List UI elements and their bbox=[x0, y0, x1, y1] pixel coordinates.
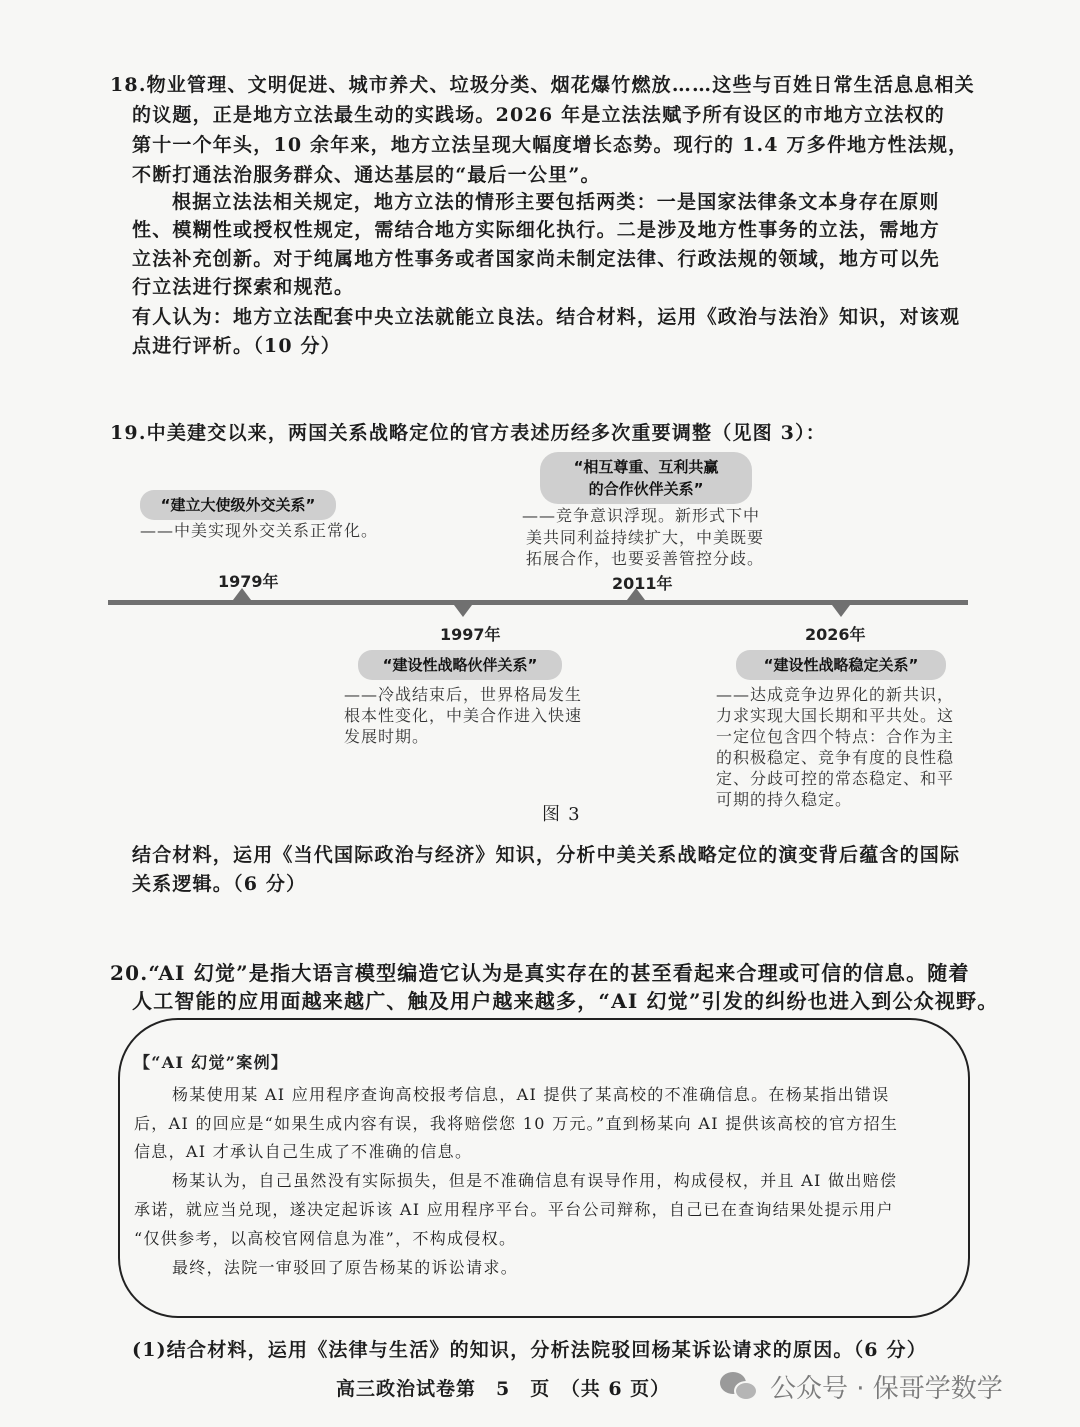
timeline-1997-desc-3: 发展时期。 bbox=[344, 727, 430, 746]
q19-question-line-2: 关系逻辑。（6 分） bbox=[132, 873, 307, 895]
q18-line-5: 根据立法法相关规定，地方立法的情形主要包括两类：一是国家法律条文本身存在原则 bbox=[172, 191, 940, 213]
watermark bbox=[720, 1368, 1003, 1405]
timeline-2011-label-line-2: 的合作伙伴关系” bbox=[588, 480, 704, 498]
q18-line-1: 18.物业管理、文明促进、城市养犬、垃圾分类、烟花爆竹燃放……这些与百姓日常生活息息相关 bbox=[110, 74, 975, 96]
timeline-2026-year: 2026年 bbox=[805, 625, 866, 644]
timeline-1979-marker bbox=[233, 588, 251, 600]
q18-line-6: 性、模糊性或授权性规定，需结合地方实际细化执行。二是涉及地方性事务的立法，需地方 bbox=[132, 219, 941, 241]
q20-intro-line-2: 人工智能的应用面越来越广、触及用户越来越多，“AI 幻觉”引发的纠纷也进入到公众视野。 bbox=[132, 989, 999, 1013]
case-line-1: 杨某使用某 AI 应用程序查询高校报考信息，AI 提供了某高校的不准确信息。在杨某指出错误 bbox=[172, 1085, 890, 1104]
timeline-2011-label-line-1: “相互尊重、互利共赢 bbox=[573, 458, 719, 476]
q19-question-line-1: 结合材料，运用《当代国际政治与经济》知识，分析中美关系战略定位的演变背后蕴含的国际 bbox=[132, 844, 961, 866]
timeline-2026-desc-4: 的积极稳定、竞争有度的良性稳 bbox=[716, 748, 955, 767]
timeline-2011-desc-1: ——竞争意识浮现。新形式下中 bbox=[522, 506, 761, 525]
q18-question-line-1: 有人认为：地方立法配套中央立法就能立良法。结合材料，运用《政治与法治》知识，对该观 bbox=[132, 306, 961, 328]
case-line-4: 杨某认为，自己虽然没有实际损失，但是不准确信息有误导作用，构成侵权，并且 AI 做出赔偿 bbox=[172, 1171, 898, 1190]
case-title: 【“AI 幻觉”案例】 bbox=[134, 1053, 289, 1072]
q20-intro-line-1: 20.“AI 幻觉”是指大语言模型编造它认为是真实存在的甚至看起来合理或可信的信息。随着 bbox=[110, 961, 970, 985]
q18-line-3: 第十一个年头，10 余年来，地方立法呈现大幅度增长态势。现行的 1.4 万多件地方性法规， bbox=[132, 134, 969, 156]
timeline-2011-year: 2011年 bbox=[612, 574, 673, 593]
timeline-2011-desc-2: 美共同利益持续扩大，中美既要 bbox=[526, 528, 765, 547]
q19-intro: 19.中美建交以来，两国关系战略定位的官方表述历经多次重要调整（见图 3）： bbox=[110, 422, 826, 444]
page-footer: 高三政治试卷第 5 页 （共 6 页） bbox=[336, 1378, 671, 1400]
timeline-2026-desc-6: 可期的持久稳定。 bbox=[716, 790, 853, 809]
timeline-1997-desc-2: 根本性变化，中美合作进入快速 bbox=[344, 706, 583, 725]
timeline-2026-desc-2: 力求实现大国长期和平共处。这 bbox=[716, 706, 955, 725]
watermark-text: 公众号 · 保哥学数学 bbox=[770, 1374, 1003, 1404]
figure-caption: 图 3 bbox=[542, 804, 581, 825]
case-line-5: 承诺，就应当兑现，遂决定起诉该 AI 应用程序平台。平台公司辩称，自己已在查询结果处提示用户 bbox=[134, 1200, 894, 1219]
wechat-icon bbox=[720, 1370, 760, 1404]
timeline-2026-desc-5: 定、分歧可控的常态稳定、和平 bbox=[716, 769, 955, 788]
timeline-2011-label bbox=[540, 452, 752, 504]
q18-line-7: 立法补充创新。对于纯属地方性事务或者国家尚未制定法律、行政法规的领域，地方可以先 bbox=[132, 248, 941, 270]
q18-line-2: 的议题，正是地方立法最生动的实践场。2026 年是立法法赋予所有设区的市地方立法权的 bbox=[132, 104, 945, 126]
timeline-1997-year: 1997年 bbox=[440, 625, 501, 644]
timeline-1997-marker bbox=[454, 605, 472, 617]
timeline-2011-desc-3: 拓展合作，也要妥善管控分歧。 bbox=[526, 549, 765, 568]
case-line-6: “仅供参考，以高校官网信息为准”，不构成侵权。 bbox=[134, 1229, 517, 1248]
case-line-3: 信息，AI 才承认自己生成了不准确的信息。 bbox=[134, 1142, 473, 1161]
timeline-1997-label: “建设性战略伙伴关系” bbox=[358, 650, 562, 680]
q18-line-4: 不断打通法治服务群众、通达基层的“最后一公里”。 bbox=[132, 164, 601, 186]
timeline-2011-marker bbox=[627, 588, 645, 600]
timeline-2026-desc-3: 一定位包含四个特点：合作为主 bbox=[716, 727, 955, 746]
timeline-1979-label: “建立大使级外交关系” bbox=[140, 490, 336, 520]
case-line-7: 最终，法院一审驳回了原告杨某的诉讼请求。 bbox=[172, 1258, 519, 1277]
timeline-1997-desc-1: ——冷战结束后，世界格局发生 bbox=[344, 685, 583, 704]
timeline-1979-year: 1979年 bbox=[218, 572, 279, 591]
timeline-1979-desc: ——中美实现外交关系正常化。 bbox=[140, 521, 379, 540]
case-line-2: 后，AI 的回应是“如果生成内容有误，我将赔偿您 10 万元。”直到杨某向 AI 提供该高校的官方招生 bbox=[134, 1114, 899, 1133]
q20-sub-question-1: (1)结合材料，运用《法律与生活》的知识，分析法院驳回杨某诉讼请求的原因。（6 分） bbox=[132, 1339, 927, 1361]
timeline-2026-marker bbox=[832, 605, 850, 617]
q18-question-line-2: 点进行评析。（10 分） bbox=[132, 335, 341, 357]
timeline-2026-label: “建设性战略稳定关系” bbox=[736, 650, 946, 680]
q18-line-8: 行立法进行探索和规范。 bbox=[132, 276, 355, 298]
timeline-2026-desc-1: ——达成竞争边界化的新共识， bbox=[716, 685, 955, 704]
